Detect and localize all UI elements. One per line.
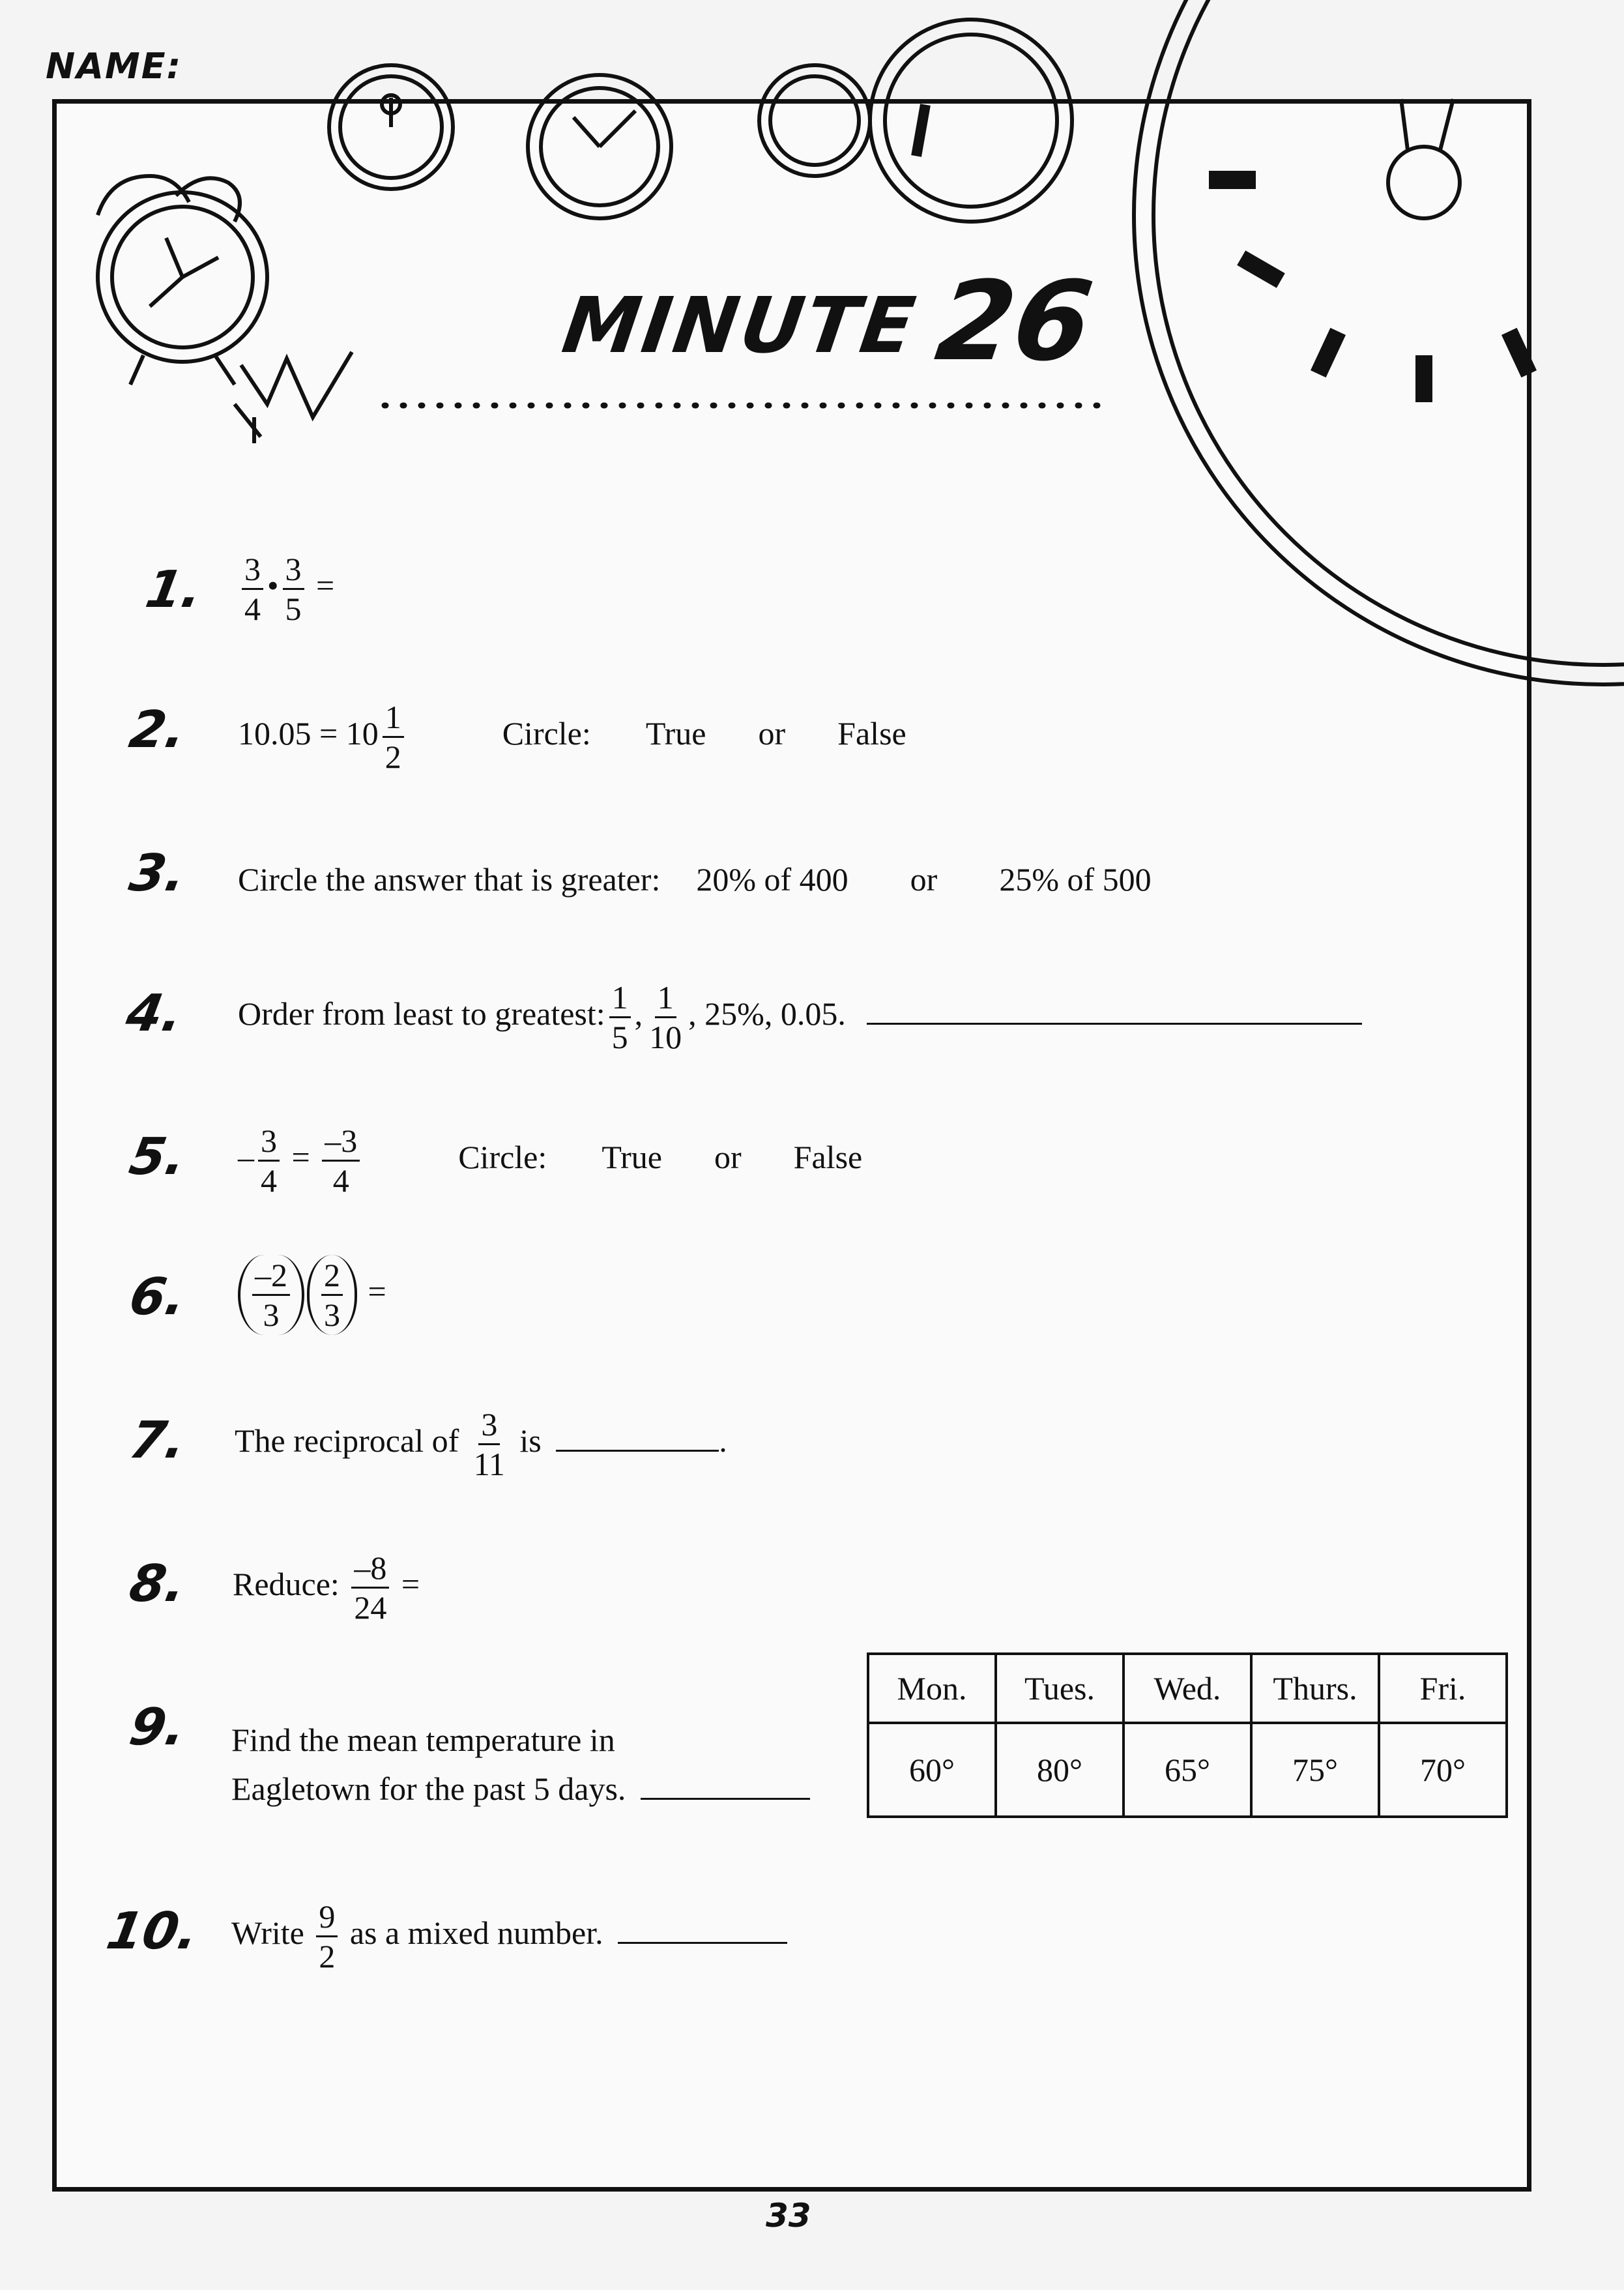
- question-text: Order from least to greatest:: [238, 995, 605, 1032]
- fraction-denominator: 10: [649, 1019, 682, 1055]
- question-3: [238, 860, 1152, 898]
- fraction-numerator: 1: [383, 701, 404, 738]
- question-2: [238, 701, 906, 773]
- fraction-numerator: –8: [351, 1551, 389, 1589]
- answer-blank[interactable]: [641, 1798, 810, 1800]
- question-text: Circle the answer that is greater:: [238, 861, 661, 898]
- answer-blank[interactable]: [867, 1023, 1362, 1025]
- or-label: or: [714, 1138, 742, 1175]
- medium-clock-icon: [870, 20, 1072, 222]
- option-20-percent[interactable]: 20% of 400: [696, 861, 848, 898]
- day-header: Thurs.: [1251, 1654, 1379, 1723]
- fraction-numerator: 3: [242, 553, 263, 590]
- table-row: [868, 1654, 1507, 1723]
- question-number: 1.: [141, 561, 207, 619]
- fraction-denominator: 2: [319, 1938, 336, 1974]
- is-label: is: [519, 1422, 542, 1459]
- fraction-denominator: 24: [354, 1589, 387, 1626]
- small-clock-icon: [759, 65, 870, 176]
- temperature-table: [867, 1652, 1508, 1818]
- fraction-numerator: 3: [478, 1408, 500, 1445]
- day-header: Wed.: [1124, 1654, 1251, 1723]
- fraction-numerator: 9: [316, 1900, 338, 1937]
- question-text: Write: [231, 1914, 304, 1951]
- period: .: [719, 1422, 727, 1459]
- answer-blank[interactable]: [556, 1450, 719, 1452]
- option-false[interactable]: False: [837, 714, 906, 752]
- question-number: 3.: [125, 844, 190, 903]
- day-header: Tues.: [996, 1654, 1124, 1723]
- question-text: as a mixed number.: [349, 1914, 603, 1951]
- question-text: 10.05 = 10: [238, 714, 379, 752]
- question-number: 2.: [125, 701, 190, 759]
- page-number: 33: [766, 2197, 811, 2235]
- fraction-numerator: –2: [252, 1259, 290, 1296]
- or-label: or: [758, 714, 786, 752]
- option-true[interactable]: True: [602, 1138, 663, 1175]
- question-number: 6.: [125, 1268, 190, 1327]
- fraction-denominator: 4: [244, 591, 261, 627]
- question-text: , 25%, 0.05.: [688, 995, 846, 1032]
- question-number: 10.: [102, 1902, 203, 1961]
- temperature-cell: 80°: [996, 1723, 1124, 1817]
- question-6: [238, 1255, 386, 1335]
- option-true[interactable]: True: [645, 714, 706, 752]
- question-text: Reduce:: [233, 1565, 340, 1602]
- table-row: [868, 1723, 1507, 1817]
- or-label: or: [910, 861, 938, 898]
- option-false[interactable]: False: [793, 1138, 863, 1175]
- equals-sign: =: [316, 566, 335, 604]
- question-5: [238, 1124, 862, 1197]
- question-number: 9.: [125, 1698, 190, 1757]
- question-9-line2: [231, 1770, 810, 1808]
- fraction-denominator: 5: [611, 1019, 628, 1055]
- question-10: [231, 1900, 787, 1973]
- fraction-numerator: 1: [609, 981, 631, 1018]
- question-text: Find the mean temperature in: [231, 1722, 615, 1758]
- question-number: 7.: [125, 1411, 190, 1470]
- fraction-numerator: 3: [258, 1124, 280, 1162]
- name-label: NAME:: [46, 46, 182, 87]
- circle-label: Circle:: [458, 1138, 547, 1175]
- temperature-cell: 70°: [1379, 1723, 1507, 1817]
- question-4: Order from least to greatest: $\frac{1}{5}$ , $\frac{1}{10}$ , 25%, 0.05.: [238, 981, 1362, 1053]
- equals-sign: =: [291, 1138, 310, 1175]
- day-header: Mon.: [868, 1654, 996, 1723]
- temperature-cell: 75°: [1251, 1723, 1379, 1817]
- question-number: 4.: [122, 984, 187, 1043]
- fraction-numerator: 3: [283, 553, 304, 590]
- fraction-denominator: 2: [384, 739, 401, 775]
- negative-sign: –: [238, 1138, 254, 1175]
- circle-label: Circle:: [502, 714, 591, 752]
- fraction-denominator: 3: [263, 1297, 280, 1333]
- temperature-cell: 65°: [1124, 1723, 1251, 1817]
- title-word: MINUTE: [557, 280, 923, 370]
- option-25-percent[interactable]: 25% of 500: [999, 861, 1152, 898]
- fraction-numerator: 1: [655, 981, 676, 1018]
- fraction-denominator: 3: [324, 1297, 340, 1333]
- equals-sign: =: [401, 1565, 420, 1602]
- fraction-denominator: 11: [473, 1446, 505, 1482]
- title-number: 26: [929, 257, 1100, 385]
- question-text: Eagletown for the past 5 days.: [231, 1770, 626, 1807]
- question-1: $\frac{3}{4}$ • $\frac{3}{5}$ =: [238, 553, 334, 625]
- equals-sign: =: [368, 1272, 386, 1310]
- question-number: 5.: [125, 1128, 190, 1186]
- fraction-denominator: 5: [285, 591, 302, 627]
- question-number: 8.: [125, 1555, 190, 1613]
- fraction-denominator: 4: [332, 1162, 349, 1199]
- temperature-cell: 60°: [868, 1723, 996, 1817]
- question-8: [233, 1551, 420, 1624]
- fraction-denominator: 4: [261, 1162, 277, 1199]
- question-7: [235, 1408, 727, 1480]
- question-text: The reciprocal of: [235, 1422, 459, 1459]
- large-clock-icon: [1134, 0, 1624, 684]
- answer-blank[interactable]: [618, 1942, 787, 1944]
- day-header: Fri.: [1379, 1654, 1507, 1723]
- fraction-numerator: 2: [321, 1259, 343, 1296]
- fraction-numerator: –3: [322, 1124, 360, 1162]
